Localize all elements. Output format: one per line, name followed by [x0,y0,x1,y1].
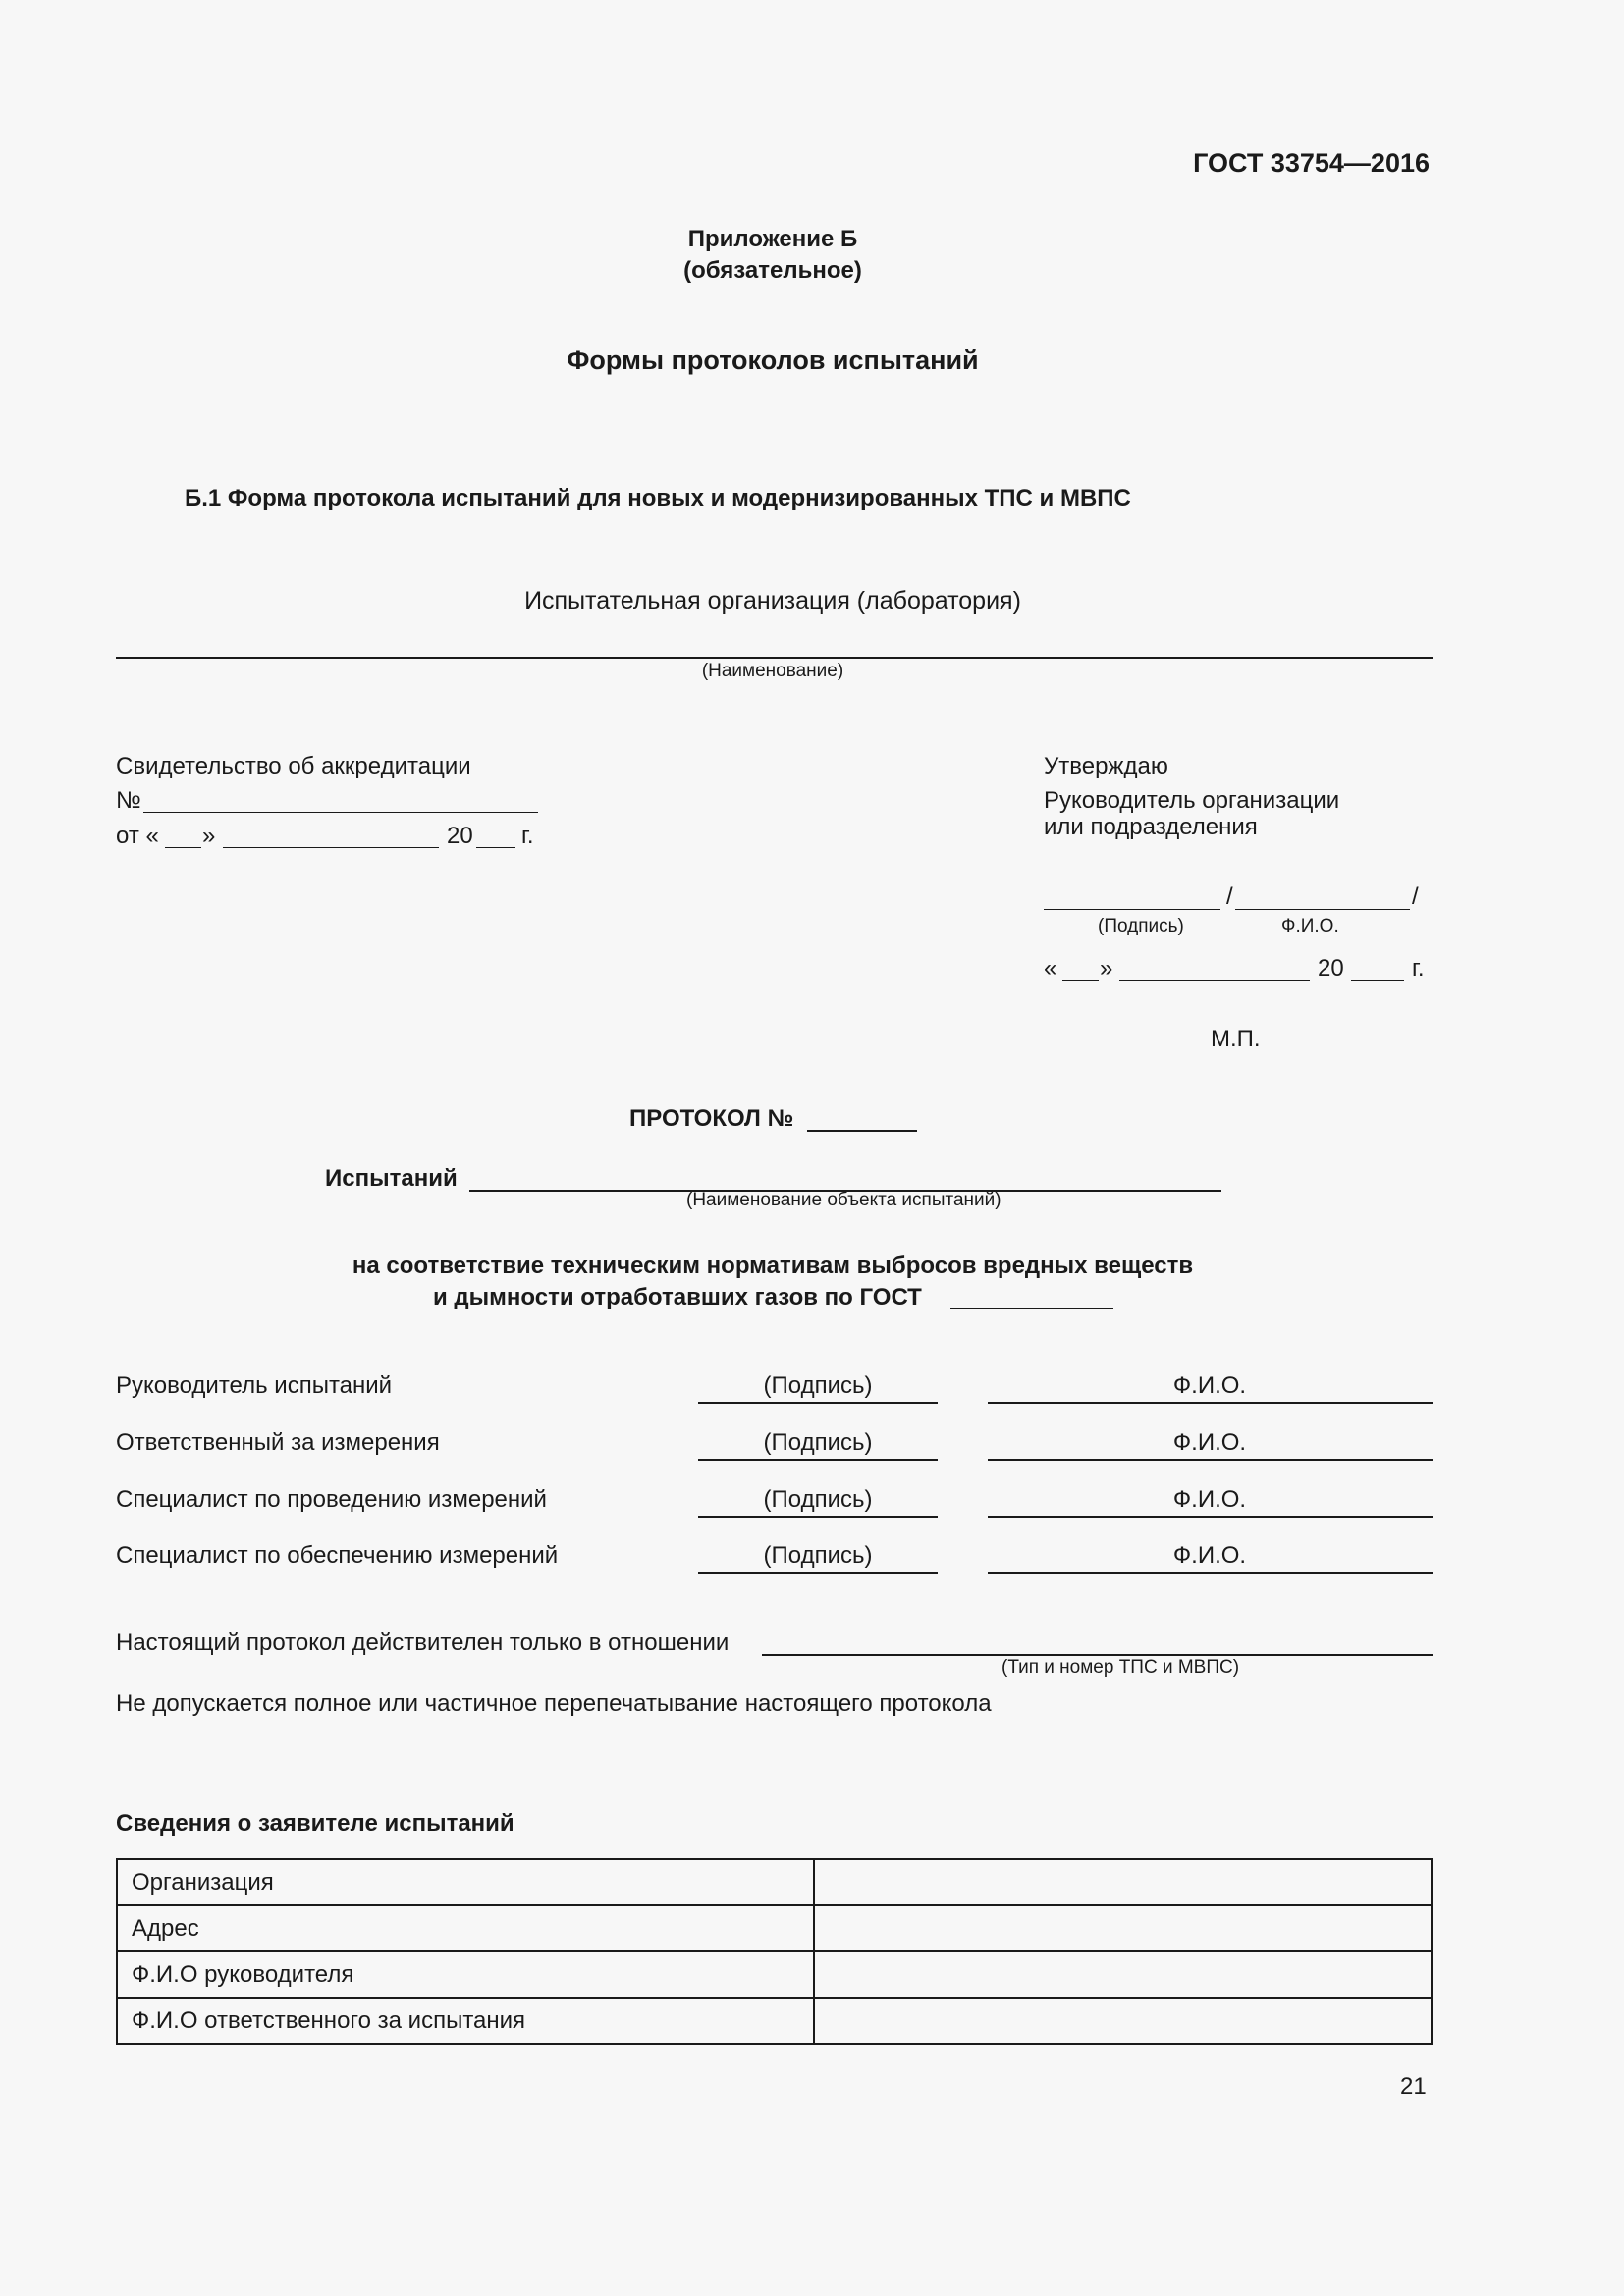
approval-month-line [1119,980,1310,981]
subsection-title: Б.1 Форма протокола испытаний для новых и модернизированных ТПС и МВПС [185,485,1131,511]
protocol-title: ПРОТОКОЛ № [629,1105,794,1132]
approval-year-prefix: 20 [1318,955,1344,982]
signatory-signature-line [698,1459,938,1461]
approval-line2: или подразделения [1044,814,1258,840]
accreditation-day-line [165,847,201,848]
org-caption: (Наименование) [701,661,844,681]
signatory-role: Руководитель испытаний [116,1372,393,1399]
approval-slash: / [1226,883,1233,910]
section-title: Формы протоколов испытаний [567,346,979,375]
applicant-table [116,1858,1433,2045]
applicant-value [814,1905,1432,1951]
table-row [117,1998,1432,2044]
signatory-name: Ф.И.О. [1172,1542,1247,1569]
table-row [117,1859,1432,1905]
approval-signature-line [1044,909,1220,910]
signatory-signature: (Подпись) [763,1542,873,1569]
signatory-role: Специалист по обеспечению измерений [116,1542,559,1569]
protocol-gost-line [950,1308,1113,1309]
appendix-title: Приложение Б [687,226,858,252]
protocol-purpose-line1: на соответствие техническим нормативам выбросов вредных веществ [352,1253,1194,1279]
signatory-name: Ф.И.О. [1172,1429,1247,1456]
accreditation-number-prefix: № [116,787,141,814]
signatory-signature-line [698,1516,938,1518]
applicant-value [814,1951,1432,1998]
signatory-name-line [988,1516,1433,1518]
approval-date-close: » [1100,955,1113,982]
signatory-signature: (Подпись) [763,1486,873,1513]
signatory-signature-line [698,1572,938,1574]
approval-date-open: « [1044,955,1057,982]
protocol-number-line [807,1130,917,1132]
approval-line1: Руководитель организации [1044,787,1340,814]
accreditation-title: Свидетельство об аккредитации [116,753,471,779]
signatory-name-line [988,1572,1433,1574]
accreditation-date-middle: » [202,823,216,849]
signatory-signature: (Подпись) [763,1429,873,1456]
page-number: 21 [1400,2073,1427,2100]
protocol-purpose-line2: и дымности отработавших газов по ГОСТ [433,1284,922,1310]
org-name-line [116,657,1433,659]
signatory-name: Ф.И.О. [1172,1372,1247,1399]
validity-text: Настоящий протокол действителен только в отношении [116,1629,730,1656]
applicant-value [814,1998,1432,2044]
applicant-label: Ф.И.О руководителя [117,1951,814,1998]
reprint-notice: Не допускается полное или частичное перепечатывание настоящего протокола [116,1690,992,1717]
signatory-name: Ф.И.О. [1172,1486,1247,1513]
approval-slash-end: / [1412,883,1419,910]
accreditation-month-line [223,847,439,848]
org-label: Испытательная организация (лаборатория) [524,587,1021,614]
accreditation-number-line [143,812,538,813]
accreditation-year-line [476,847,515,848]
table-row [117,1905,1432,1951]
standard-number: ГОСТ 33754—2016 [1193,148,1430,178]
signatory-name-line [988,1402,1433,1404]
protocol-object-caption: (Наименование объекта испытаний) [686,1190,1001,1210]
signatory-role: Специалист по проведению измерений [116,1486,547,1513]
protocol-tests-label: Испытаний [325,1165,458,1192]
appendix-status: (обязательное) [683,257,862,284]
signatory-signature-line [698,1402,938,1404]
table-row [117,1951,1432,1998]
applicant-title: Сведения о заявителе испытаний [116,1810,514,1837]
approval-year-suffix: г. [1412,955,1425,982]
applicant-label: Ф.И.О ответственного за испытания [117,1998,814,2044]
applicant-label: Организация [117,1859,814,1905]
signatory-signature: (Подпись) [763,1372,873,1399]
validity-vehicle-line [762,1654,1433,1656]
accreditation-date-prefix: от « [116,823,159,849]
approval-name-line [1235,909,1410,910]
accreditation-year-suffix: г. [521,823,534,849]
validity-caption: (Тип и номер ТПС и МВПС) [1001,1657,1240,1678]
approval-sign-caption: (Подпись) [1098,916,1184,936]
applicant-value [814,1859,1432,1905]
approval-day-line [1062,980,1099,981]
applicant-label: Адрес [117,1905,814,1951]
signatory-name-line [988,1459,1433,1461]
signatory-role: Ответственный за измерения [116,1429,440,1456]
approval-title: Утверждаю [1044,753,1168,779]
accreditation-year-prefix: 20 [447,823,473,849]
approval-year-line [1351,980,1404,981]
approval-name-caption: Ф.И.О. [1281,916,1339,936]
approval-stamp: М.П. [1211,1026,1261,1052]
